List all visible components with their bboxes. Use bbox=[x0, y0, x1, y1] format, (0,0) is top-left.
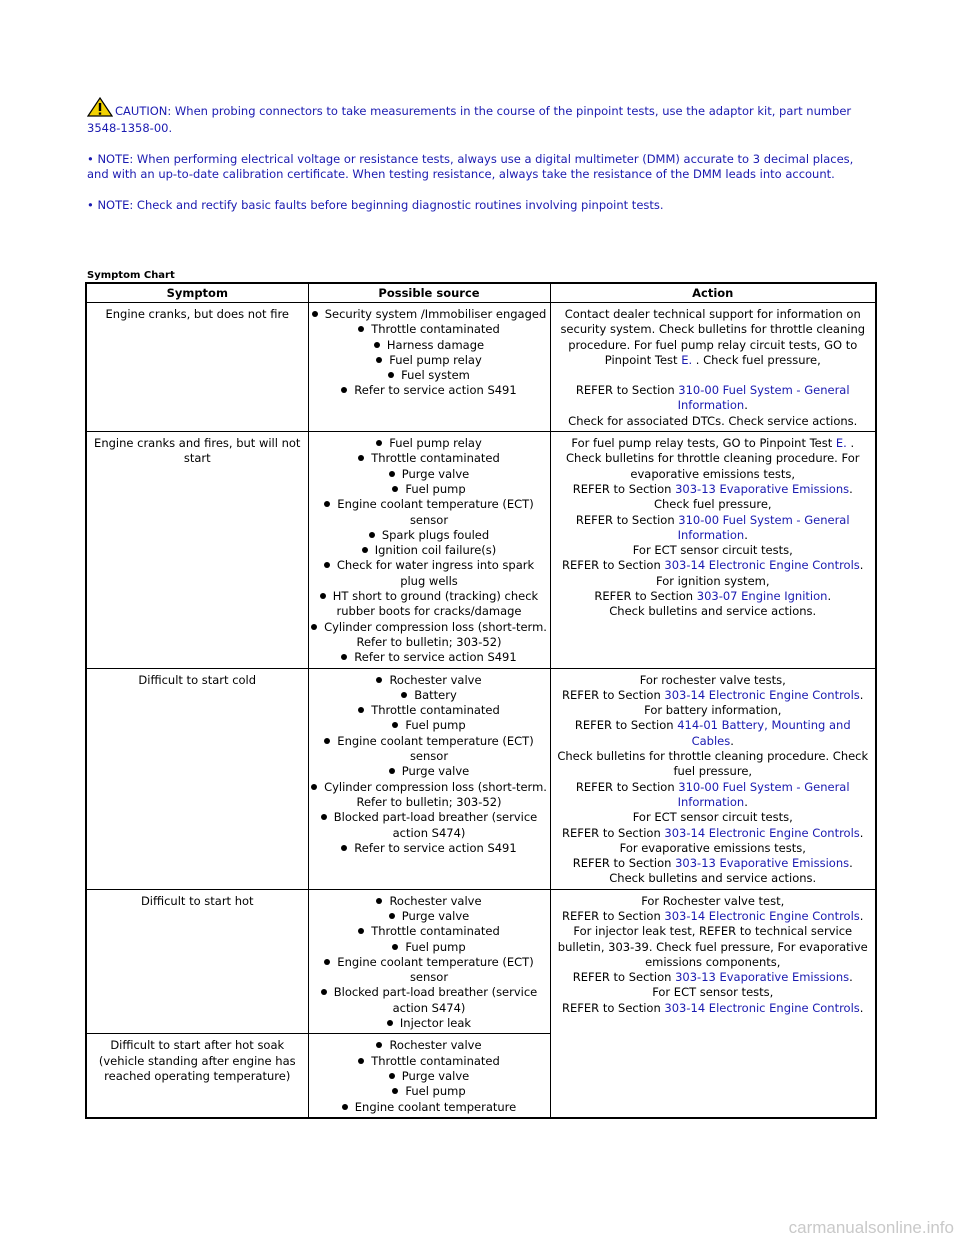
bullet-icon bbox=[341, 387, 347, 393]
bullet-icon bbox=[362, 547, 368, 553]
section-link[interactable]: 414-01 Battery, Mounting and Cables bbox=[677, 718, 851, 748]
bullet-icon bbox=[388, 372, 394, 378]
possible-source-list bbox=[311, 1038, 548, 1114]
source-text: HT short to ground (tracking) check rubber boots for cracks/damage bbox=[332, 589, 539, 619]
action-text: REFER to Section bbox=[575, 512, 679, 527]
list-item bbox=[311, 528, 548, 543]
source-text: Ignition coil failure(s) bbox=[374, 543, 497, 558]
section-link[interactable]: 303-14 Electronic Engine Controls bbox=[664, 908, 860, 923]
source-text: Blocked part-load breather (service action S474) bbox=[333, 985, 538, 1015]
bullet-icon bbox=[324, 959, 330, 965]
source-text: Blocked part-load breather (service action S474) bbox=[333, 810, 538, 840]
list-item bbox=[311, 558, 548, 589]
action-text: For ignition system, bbox=[655, 573, 770, 588]
action-text: . bbox=[730, 733, 734, 748]
action-text: Check bulletins for throttle cleaning procedure. Check fuel pressure, bbox=[557, 749, 869, 779]
action-text: REFER to Section bbox=[562, 558, 665, 573]
list-item bbox=[311, 436, 548, 451]
source-text: Harness damage bbox=[386, 337, 485, 352]
source-text: Purge valve bbox=[401, 908, 470, 923]
section-link[interactable]: 303-14 Electronic Engine Controls bbox=[664, 558, 860, 573]
action-text: . Check bulletins for throttle cleaning procedure. For evaporative emissions tests, bbox=[566, 436, 860, 481]
source-text: Fuel pump bbox=[405, 481, 466, 496]
section-link[interactable]: 310-00 Fuel System - General Information bbox=[677, 512, 850, 542]
action-text: For evaporative emissions tests, bbox=[619, 840, 806, 855]
source-text: Fuel pump relay bbox=[389, 436, 482, 451]
caution-note bbox=[87, 97, 877, 136]
source-text: Fuel pump bbox=[405, 939, 466, 954]
source-text: Throttle contaminated bbox=[371, 322, 500, 337]
bullet-icon bbox=[376, 440, 382, 446]
action-text: For fuel pump relay tests, GO to Pinpoint Test bbox=[571, 436, 836, 451]
source-text: Injector leak bbox=[399, 1016, 472, 1031]
possible-source-cell bbox=[308, 303, 550, 432]
table-row bbox=[86, 889, 876, 1034]
source-text: Spark plugs fouled bbox=[381, 527, 490, 542]
list-item bbox=[311, 718, 548, 733]
list-item bbox=[311, 383, 548, 398]
list-item bbox=[311, 482, 548, 497]
source-text: Refer to service action S491 bbox=[354, 840, 517, 855]
action-text: . bbox=[849, 970, 853, 985]
source-text: Fuel pump relay bbox=[389, 352, 482, 367]
possible-source-cell bbox=[308, 668, 550, 889]
caution-text: CAUTION: When probing connectors to take measurements in the course of the pinpoint tests, use the adaptor kit, part number 3548-1358-00. bbox=[87, 104, 852, 135]
bullet-icon bbox=[358, 707, 364, 713]
action-text: For ECT sensor tests, bbox=[652, 985, 774, 1000]
bullet-icon bbox=[358, 455, 364, 461]
source-text: Engine coolant temperature (ECT) sensor bbox=[337, 733, 534, 764]
bullet-icon bbox=[376, 677, 382, 683]
list-item bbox=[311, 985, 548, 1016]
list-item bbox=[311, 673, 548, 688]
bullet-icon bbox=[392, 944, 398, 950]
bullet-icon bbox=[321, 814, 327, 820]
action-text: . bbox=[744, 794, 748, 809]
action-text: Check bulletins and service actions. bbox=[609, 871, 817, 886]
action-text: REFER to Section bbox=[575, 383, 679, 398]
list-item bbox=[311, 368, 548, 383]
list-item bbox=[311, 810, 548, 841]
section-link[interactable]: 303-14 Electronic Engine Controls bbox=[664, 687, 860, 702]
list-item bbox=[311, 497, 548, 528]
list-item bbox=[311, 703, 548, 718]
bullet-icon bbox=[376, 357, 382, 363]
list-item bbox=[311, 909, 548, 924]
action-text: REFER to Section bbox=[572, 856, 676, 871]
bullet-icon bbox=[342, 1104, 348, 1110]
source-text: Refer to service action S491 bbox=[354, 650, 517, 665]
list-item bbox=[311, 307, 548, 322]
bullet-icon bbox=[320, 593, 326, 599]
table-row bbox=[86, 668, 876, 889]
source-text: Cylinder compression loss (short-term. Refer to bulletin; 303-52) bbox=[324, 619, 547, 649]
bullet-icon bbox=[321, 989, 327, 995]
list-item bbox=[311, 764, 548, 779]
action-text: Check for associated DTCs. Check service actions. bbox=[568, 413, 858, 428]
action-text: REFER to Section bbox=[572, 970, 676, 985]
bullet-icon bbox=[376, 1042, 382, 1048]
section-link[interactable]: 310-00 Fuel System - General Information bbox=[677, 383, 850, 413]
action-text: Contact dealer technical support for information on security system. Check bulletins for throttle cleaning procedure. For fuel pump relay circuit tests, GO to Pinpoint Test bbox=[560, 307, 866, 367]
possible-source-list bbox=[311, 307, 548, 399]
action-text: . bbox=[849, 856, 853, 871]
section-link[interactable]: 303-13 Evaporative Emissions bbox=[675, 481, 850, 496]
action-cell bbox=[550, 432, 876, 668]
symptom-cell: Difficult to start hot bbox=[86, 889, 308, 1034]
source-text: Rochester valve bbox=[389, 672, 482, 687]
section-link[interactable]: E. bbox=[835, 436, 847, 451]
table-row bbox=[86, 303, 876, 432]
list-item bbox=[311, 841, 548, 856]
bullet-icon bbox=[311, 784, 317, 790]
action-cell bbox=[550, 668, 876, 889]
possible-source-cell bbox=[308, 889, 550, 1034]
notes-block bbox=[87, 97, 877, 229]
source-text: Check for water ingress into spark plug wells bbox=[336, 558, 535, 588]
bullet-icon bbox=[341, 654, 347, 660]
action-text: . bbox=[859, 687, 864, 702]
section-link[interactable]: 303-07 Engine Ignition bbox=[696, 589, 828, 604]
list-item bbox=[311, 322, 548, 337]
list-item bbox=[311, 589, 548, 620]
bullet-icon bbox=[358, 1058, 364, 1064]
list-item bbox=[311, 1038, 548, 1053]
bullet-icon bbox=[387, 1020, 393, 1026]
action-text: For ECT sensor circuit tests, bbox=[632, 543, 793, 558]
source-text: Engine coolant temperature (ECT) sensor bbox=[337, 497, 534, 527]
symptom-cell: Engine cranks, but does not fire bbox=[86, 303, 308, 432]
source-text: Purge valve bbox=[401, 764, 470, 779]
source-text: Purge valve bbox=[401, 1068, 470, 1083]
action-text: . bbox=[859, 825, 864, 840]
list-item bbox=[311, 467, 548, 482]
source-text: Throttle contaminated bbox=[371, 924, 500, 939]
bullet-icon bbox=[311, 624, 317, 630]
list-item bbox=[311, 734, 548, 765]
header-action: Action bbox=[550, 283, 876, 303]
table-header-row bbox=[86, 283, 876, 303]
source-text: Rochester valve bbox=[389, 893, 482, 908]
section-link[interactable]: 303-14 Electronic Engine Controls bbox=[664, 825, 860, 840]
action-text: . bbox=[859, 1000, 864, 1015]
source-text: Engine coolant temperature (ECT) sensor bbox=[337, 954, 534, 985]
list-item bbox=[311, 650, 548, 665]
action-text: REFER to Section bbox=[594, 589, 697, 604]
source-text: Purge valve bbox=[401, 466, 470, 481]
list-item bbox=[311, 1054, 548, 1069]
symptom-cell: Difficult to start cold bbox=[86, 668, 308, 889]
action-text: . bbox=[827, 589, 832, 604]
action-text: . bbox=[859, 908, 864, 923]
action-text: . Check fuel pressure, bbox=[692, 352, 821, 367]
list-item bbox=[311, 940, 548, 955]
source-text: Fuel pump bbox=[405, 1084, 466, 1099]
action-text: REFER to Section bbox=[562, 825, 665, 840]
section-link[interactable]: 303-14 Electronic Engine Controls bbox=[664, 1000, 860, 1015]
action-text: For Rochester valve test, bbox=[641, 893, 785, 908]
symptom-chart-table bbox=[85, 282, 877, 1119]
list-item bbox=[311, 1084, 548, 1099]
action-text: . bbox=[859, 558, 864, 573]
list-item bbox=[311, 338, 548, 353]
source-text: Security system /Immobiliser engaged bbox=[324, 307, 547, 321]
action-text: REFER to Section bbox=[562, 1000, 665, 1015]
list-item bbox=[311, 780, 548, 811]
note-basic-faults: • NOTE: Check and rectify basic faults before beginning diagnostic routines involving pinpoint tests. bbox=[87, 198, 664, 212]
list-item bbox=[311, 955, 548, 986]
bullet-icon bbox=[341, 845, 347, 851]
action-text: . bbox=[744, 398, 748, 413]
action-text: . bbox=[849, 481, 853, 496]
action-text: REFER to Section bbox=[562, 908, 665, 923]
source-text: Battery bbox=[414, 687, 457, 702]
note-multimeter: • NOTE: When performing electrical voltage or resistance tests, always use a digital multimeter (DMM) accurate to 3 decimal places, and with an up-to-date calibration certificate. When testing resistance, always take the resistance of the DMM leads into account. bbox=[87, 152, 854, 181]
bullet-icon bbox=[312, 311, 318, 317]
action-text: For injector leak test, REFER to technical service bulletin, 303-39. Check fuel pressure, For evaporative emissions components, bbox=[557, 924, 868, 969]
action-cell bbox=[550, 303, 876, 432]
watermark: carmanualsonline.info bbox=[788, 1218, 954, 1237]
action-text: REFER to Section bbox=[572, 481, 676, 496]
list-item bbox=[311, 1016, 548, 1031]
list-item bbox=[311, 1069, 548, 1084]
action-text: For battery information, bbox=[644, 703, 782, 718]
bullet-icon bbox=[389, 1073, 395, 1079]
source-text: Engine coolant temperature bbox=[354, 1099, 517, 1114]
action-text: Check fuel pressure, bbox=[653, 497, 772, 512]
list-item bbox=[311, 353, 548, 368]
bullet-icon bbox=[392, 1088, 398, 1094]
source-text: Fuel pump bbox=[405, 718, 466, 733]
warning-triangle-icon bbox=[87, 97, 113, 121]
bullet-icon bbox=[389, 768, 395, 774]
list-item bbox=[311, 620, 548, 651]
possible-source-cell bbox=[308, 1034, 550, 1118]
bullet-icon bbox=[324, 562, 330, 568]
section-link[interactable]: 303-13 Evaporative Emissions bbox=[675, 856, 850, 871]
header-possible-source: Possible source bbox=[308, 283, 550, 303]
possible-source-list bbox=[311, 673, 548, 857]
bullet-icon bbox=[374, 342, 380, 348]
section-link[interactable]: 303-13 Evaporative Emissions bbox=[675, 970, 850, 985]
symptom-cell: Difficult to start after hot soak (vehicle standing after engine has reached operating temperature) bbox=[86, 1034, 308, 1118]
source-text: Rochester valve bbox=[389, 1038, 482, 1053]
action-text: For ECT sensor circuit tests, bbox=[632, 810, 793, 825]
symptom-chart-title: Symptom Chart bbox=[87, 270, 175, 281]
source-text: Throttle contaminated bbox=[371, 451, 500, 466]
bullet-icon bbox=[324, 501, 330, 507]
section-link[interactable]: 310-00 Fuel System - General Information bbox=[677, 779, 850, 809]
action-text: REFER to Section bbox=[562, 687, 665, 702]
source-text: Refer to service action S491 bbox=[354, 383, 517, 398]
header-symptom: Symptom bbox=[86, 283, 308, 303]
source-text: Throttle contaminated bbox=[371, 1053, 500, 1068]
blank-line bbox=[553, 368, 874, 383]
action-text: For rochester valve tests, bbox=[639, 672, 786, 687]
bullet-icon bbox=[358, 326, 364, 332]
source-text: Cylinder compression loss (short-term. Refer to bulletin; 303-52) bbox=[324, 779, 547, 809]
bullet-icon bbox=[324, 738, 330, 744]
action-text: REFER to Section bbox=[574, 718, 678, 733]
bullet-icon bbox=[392, 486, 398, 492]
action-text: . bbox=[744, 527, 748, 542]
possible-source-list bbox=[311, 436, 548, 665]
bullet-icon bbox=[401, 692, 407, 698]
bullet-icon bbox=[358, 928, 364, 934]
action-cell bbox=[550, 889, 876, 1118]
symptom-cell: Engine cranks and fires, but will not start bbox=[86, 432, 308, 668]
bullet-icon bbox=[376, 898, 382, 904]
list-item bbox=[311, 688, 548, 703]
bullet-icon bbox=[389, 913, 395, 919]
source-text: Throttle contaminated bbox=[371, 703, 500, 718]
source-text: Fuel system bbox=[401, 368, 470, 383]
list-item bbox=[311, 924, 548, 939]
possible-source-cell bbox=[308, 432, 550, 668]
action-text: Check bulletins and service actions. bbox=[609, 604, 817, 619]
action-text: REFER to Section bbox=[575, 779, 679, 794]
bullet-icon bbox=[369, 532, 375, 538]
section-link[interactable]: E. bbox=[681, 352, 693, 367]
bullet-icon bbox=[392, 722, 398, 728]
list-item bbox=[311, 894, 548, 909]
list-item bbox=[311, 543, 548, 558]
table-row bbox=[86, 432, 876, 668]
list-item bbox=[311, 1100, 548, 1115]
list-item bbox=[311, 451, 548, 466]
possible-source-list bbox=[311, 894, 548, 1032]
bullet-icon bbox=[389, 471, 395, 477]
